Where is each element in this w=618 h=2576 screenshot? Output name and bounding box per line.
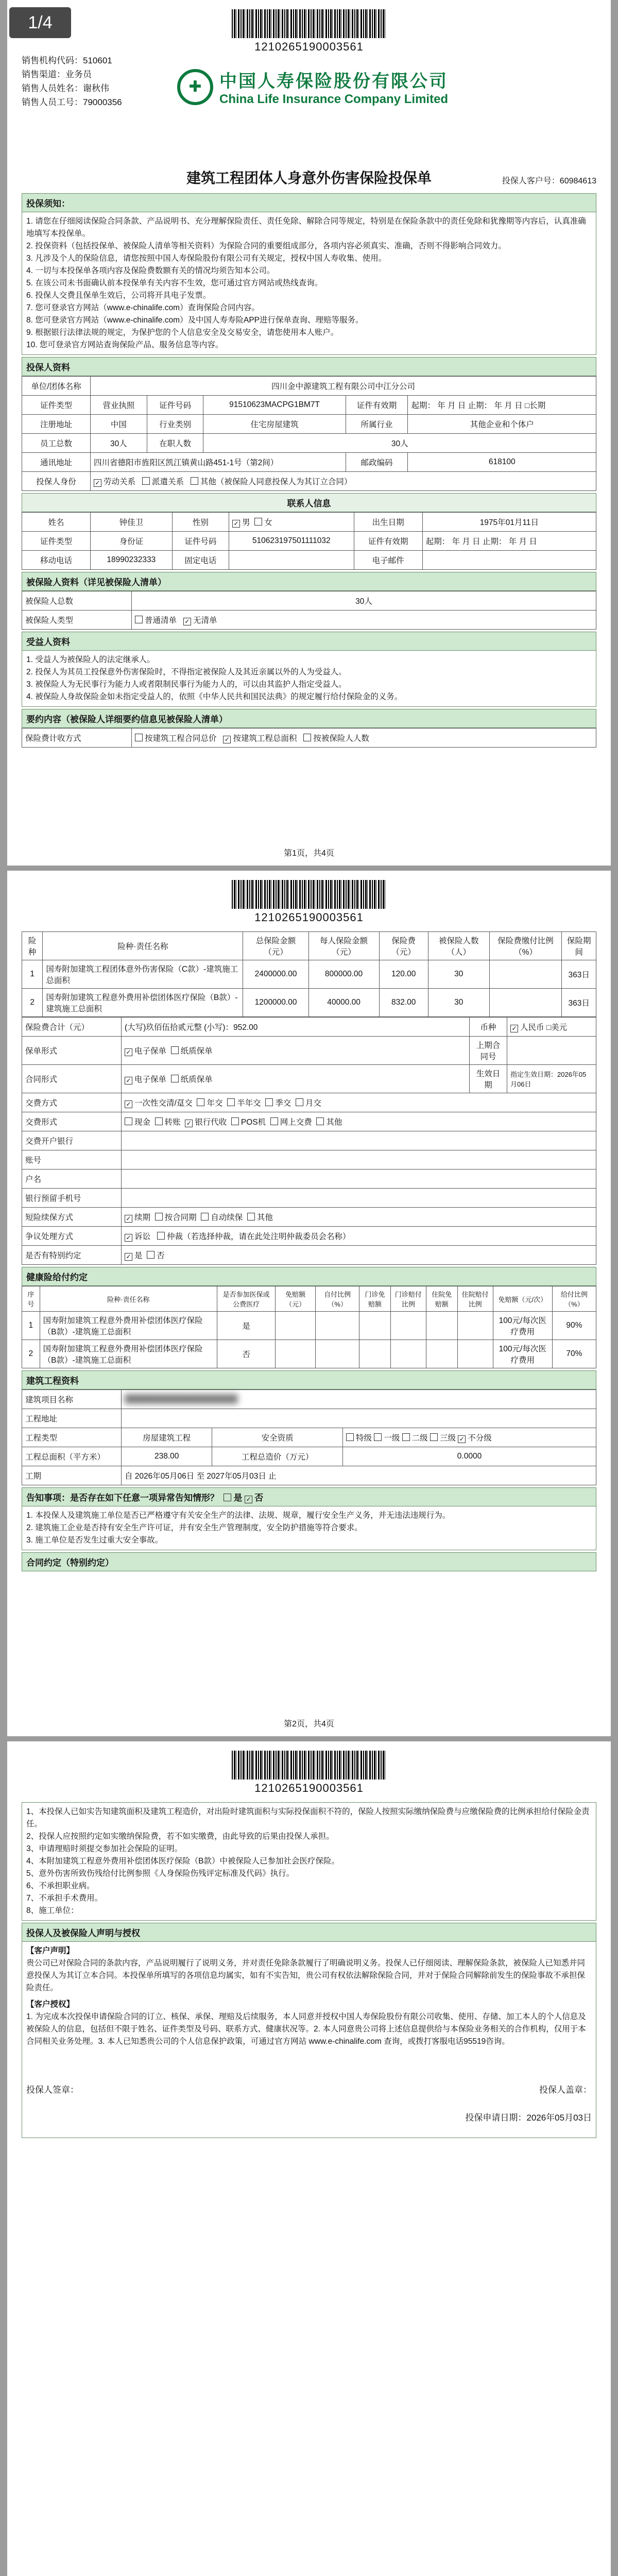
auth-heading: 投保人及被保险人声明与授权: [22, 1923, 596, 1942]
insured-table: [22, 591, 596, 630]
special-label: 是否有特别约定: [22, 1246, 122, 1265]
table-cell: 363日: [562, 989, 596, 1017]
checkbox-checked[interactable]: ✓: [94, 479, 101, 487]
barcode: [232, 1751, 386, 1795]
contact-table: [22, 512, 596, 570]
birth-label: 出生日期: [354, 513, 422, 532]
id-no-label: 证件号码: [147, 396, 203, 415]
table-cell: [359, 1312, 391, 1340]
checkbox[interactable]: [157, 1232, 165, 1240]
clause-line: 1、本投保人已如实告知建筑面积及建筑工程造价，对出险时建筑面积与实际投保面积不符的，保险人按照实际缴纳保险费与应缴保险费的比例承担给付保险金责任。: [26, 1807, 590, 1828]
contact-id: 身份证: [91, 532, 173, 551]
table-header: 给付比例（%）: [552, 1286, 596, 1312]
period: 自 2026年05月06日 至 2027年05月03日 止: [122, 1466, 596, 1485]
table-header: 免赔额（元/次）: [493, 1286, 552, 1312]
checkbox-checked[interactable]: ✓: [125, 1100, 132, 1108]
checkbox-checked[interactable]: ✓: [232, 520, 240, 528]
checkbox-checked[interactable]: ✓: [510, 1025, 518, 1032]
table-header: 保险费（元）: [379, 932, 428, 960]
renew-opt-2: 按合同期: [164, 1213, 197, 1222]
table-cell: 800000.00: [308, 960, 379, 989]
checkbox[interactable]: [155, 1117, 163, 1125]
table-header: 门诊免赔额: [359, 1286, 391, 1312]
zip-label: 邮政编码: [346, 453, 408, 472]
checkbox[interactable]: [171, 1046, 179, 1054]
renew-opt-4: 其他: [256, 1213, 273, 1222]
plan-opt-1: 按建筑工程合同总价: [145, 734, 217, 743]
clause-line: 7、不承担手术费用。: [26, 1894, 103, 1903]
area: 238.00: [122, 1447, 212, 1466]
beneficiary-heading: 受益人资料: [22, 632, 596, 651]
tell-head-text: 告知事项：是否存在如下任意一项异常告知情形？: [26, 1493, 219, 1503]
page-number: 第1页，共4页: [284, 849, 334, 858]
checkbox-checked[interactable]: ✓: [125, 1077, 132, 1084]
auth-sub1: 【客户声明】: [26, 1946, 75, 1955]
checkbox[interactable]: [231, 1117, 239, 1125]
table-cell: 30: [428, 960, 489, 989]
industry-label: 行业类别: [147, 415, 203, 434]
table-header: 自付比例（%）: [316, 1286, 359, 1312]
contact-id-label: 证件类型: [22, 532, 91, 551]
table-cell: 70%: [552, 1340, 596, 1368]
checkbox-checked[interactable]: ✓: [458, 1435, 466, 1443]
checkbox[interactable]: [374, 1433, 382, 1441]
table-cell: 30: [428, 989, 489, 1017]
email-label: 电子邮件: [354, 551, 422, 570]
notice-line: 10. 您可登录官方网站查询保险产品、服务信息等内容。: [26, 341, 224, 349]
nature-opt-2: 派遣关系: [151, 478, 184, 486]
policy-terms-table: 保险费合计（元） (大写)玖佰伍拾贰元整 (小写)：952.00 币种 ✓ 人民币 □美元 保单形式 ✓ 电子保单 纸质保单 上期合同号 合同形式 ✓ 电子保单 纸质保单 生效日期 指定生效日期：2026年05月06日 交费方式 ✓ 一次性交清/趸交 年交 半年交 季交 月交 交费形式 现金 转账 ✓ 银行代收 POS机 网上交费 其他 交费开户银行 账号 户名 银行预留手机号 短险续保方式 ✓ 续期 按合同期 自动续保 其他 争议处理方式 ✓ 诉讼 仲裁（若选择仲裁，请在此处注明仲裁委员会名称） 是否有特别约定 ✓ 是 否: [22, 1017, 596, 1265]
checkbox[interactable]: [402, 1433, 410, 1441]
table-cell: [316, 1340, 359, 1368]
checkbox[interactable]: [270, 1117, 278, 1125]
renew-opt-1: 续期: [134, 1213, 151, 1222]
method-opt-1: 现金: [134, 1118, 151, 1127]
pay-opt-2: 年交: [207, 1099, 223, 1108]
table-cell: [457, 1340, 493, 1368]
table-cell: [426, 1312, 457, 1340]
renew-label: 短险续保方式: [22, 1208, 122, 1227]
barcode-icon: [232, 9, 386, 38]
table-header: 险种·责任名称: [40, 1286, 217, 1312]
tell-line: 1. 本投保人及建筑施工单位是否已严格遵守有关安全生产的法律、法规、规章，履行安全生产义务，并无违法违规行为。: [26, 1511, 451, 1520]
meta-line: 销售机构代码：510601: [22, 56, 112, 65]
table-cell: 国寿附加建筑工程意外费用补偿团体医疗保险（B款）-建筑施工总面积: [40, 1312, 217, 1340]
contract-label: 合同形式: [22, 1065, 122, 1093]
bank-label: 交费开户银行: [22, 1131, 122, 1150]
table-cell: 2: [22, 1340, 40, 1368]
checkbox[interactable]: [155, 1213, 163, 1221]
notice-line: 1. 请您在仔细阅读保险合同条款、产品说明书、充分理解保险责任、责任免除、解除合同等规定，特别是在保险条款中的责任免除和犹豫期等内容后，认真准确地填写本投保单。: [26, 217, 586, 238]
validity-label: 证件有效期: [346, 396, 408, 415]
insured-type-1: 普通清单: [145, 616, 177, 625]
in-service-label: 在职人数: [147, 434, 203, 453]
checkbox[interactable]: [346, 1433, 354, 1441]
in-service: 30人: [203, 434, 596, 453]
checkbox-checked[interactable]: ✓: [125, 1234, 132, 1242]
table-cell: 2: [22, 989, 43, 1017]
pay-opt-5: 月交: [305, 1099, 321, 1108]
table-cell: [390, 1340, 426, 1368]
table-cell: 100元/每次医疗费用: [493, 1312, 552, 1340]
tell-line: 2. 建筑施工企业是否持有安全生产许可证，并有安全生产管理制度，安全防护措施等符合要求。: [26, 1523, 363, 1532]
contact-heading: 联系人信息: [22, 493, 596, 512]
pay-label: 交费方式: [22, 1093, 122, 1112]
checkbox-checked[interactable]: ✓: [185, 1120, 193, 1127]
policyholder-heading: 投保人资料: [22, 357, 596, 376]
nature-opt-3: 其他（被保险人同意投保人为其订立合同）: [200, 478, 352, 486]
project-addr-label: 工程地址: [22, 1409, 122, 1428]
form-opt-1: 电子保单: [134, 1047, 167, 1056]
address-label: 通讯地址: [22, 453, 91, 472]
table-cell: 国寿附加建筑工程团体意外伤害保险（C款）-建筑施工总面积: [43, 960, 243, 989]
plan-table: [22, 931, 596, 1017]
checkbox[interactable]: [142, 477, 150, 485]
period-label: 工期: [22, 1466, 122, 1485]
table-cell: 1200000.00: [243, 989, 308, 1017]
id-no: 91510623MACPG1BM7T: [203, 396, 346, 415]
method-opt-6: 其他: [326, 1118, 342, 1127]
table-cell: 90%: [552, 1312, 596, 1340]
method-opt-2: 转账: [164, 1118, 181, 1127]
notice-line: 3. 凡涉及个人的保险信息，请您按照中国人寿保险股份有限公司有关规定，授权中国人寿收集、使用。: [26, 254, 387, 263]
page-indicator: 1/4: [9, 7, 71, 38]
pay-opt-1: 一次性交清/趸交: [134, 1099, 193, 1108]
nature-opt-1: 劳动关系: [104, 478, 136, 486]
table-header: 住院赔付比例: [457, 1286, 493, 1312]
form-label: 保单形式: [22, 1037, 122, 1065]
contract-opt-2: 纸质保单: [180, 1075, 213, 1084]
id-type: 营业执照: [91, 396, 147, 415]
method-opt-5: 网上交费: [280, 1118, 312, 1127]
insured-type-label: 被保险人类型: [22, 611, 132, 630]
checkbox-checked[interactable]: ✓: [245, 1496, 252, 1503]
table-cell: [316, 1312, 359, 1340]
mobile-label: 移动电话: [22, 551, 91, 570]
table-cell: 100元/每次医疗费用: [493, 1340, 552, 1368]
tell-line: 3. 施工单位是否发生过重大安全事故。: [26, 1536, 163, 1545]
clause-line: 6、不承担职业病。: [26, 1882, 95, 1890]
staff-label: 员工总数: [22, 434, 91, 453]
checkbox[interactable]: [265, 1098, 273, 1106]
table-header: 住院免赔额: [426, 1286, 457, 1312]
pay-opt-4: 季交: [275, 1099, 291, 1108]
pay-opt-3: 半年交: [237, 1099, 261, 1108]
contact-validity: 起期： 年 月 日 止期： 年 月 日: [422, 532, 596, 551]
effective-label: 生效日期: [470, 1065, 507, 1093]
dispute-options[interactable]: [122, 1227, 596, 1246]
checkbox[interactable]: [125, 1117, 132, 1125]
address: 四川省德阳市旌阳区凯江镇黄山路451-1号（第2间）: [91, 453, 346, 472]
tell-items: [22, 1506, 596, 1550]
special-clauses: [22, 1802, 596, 1921]
signature-field[interactable]: 投保人签章：: [26, 2085, 79, 2095]
total: (大写)玖佰伍拾贰元整 (小写)：952.00: [122, 1018, 470, 1037]
checkbox[interactable]: [303, 734, 311, 741]
method-label: 交费形式: [22, 1112, 122, 1131]
meta-line: 销售渠道：业务员: [22, 70, 92, 79]
beneficiary-line: 1. 受益人为被保险人的法定继承人。: [26, 655, 155, 664]
checkbox[interactable]: [430, 1433, 438, 1441]
contract-heading: 合同约定（特别约定）: [22, 1552, 596, 1571]
page-number: 第2页，共4页: [284, 1720, 334, 1728]
tell-heading: 告知事项：是否存在如下任意一项异常告知情形？ 是 ✓ 否: [22, 1487, 596, 1506]
table-cell: 国寿附加建筑工程意外费用补偿团体医疗保险（B款）-建筑施工总面积: [43, 989, 243, 1017]
checkbox[interactable]: [247, 1213, 255, 1221]
reserved-phone-label: 银行预留手机号: [22, 1189, 122, 1208]
table-cell: [489, 989, 562, 1017]
insured-heading: 被保险人资料（详见被保险人清单）: [22, 572, 596, 591]
seal-field[interactable]: 投保人盖章：: [539, 2085, 592, 2095]
checkbox[interactable]: [316, 1117, 324, 1125]
contract-options[interactable]: [122, 1065, 470, 1093]
checkbox[interactable]: [135, 734, 143, 741]
beneficiary-line: 3. 被保险人为无民事行为能力人或者限制民事行为能力人的，可以由其监护人指定受益人。: [26, 680, 347, 689]
page-title: 建筑工程团体人身意外伤害保险投保单: [186, 170, 432, 186]
form-options[interactable]: [122, 1037, 470, 1065]
notice-line: 8. 您可登录官方网站（www.e-chinalife.com）及中国人寿寿险APP进行保单查询、理赔等服务。: [26, 316, 364, 325]
checkbox-checked[interactable]: ✓: [125, 1253, 132, 1261]
checkbox[interactable]: [227, 1098, 235, 1106]
mobile: 18990232333: [91, 551, 173, 570]
notice-line: 4. 一切与本投保单各项内容及保险费数额有关的情况均须告知本公司。: [26, 266, 275, 275]
gender-value: 男: [242, 518, 250, 527]
currency-label: 币种: [470, 1018, 507, 1037]
fixed-phone-label: 固定电话: [172, 551, 229, 570]
checkbox[interactable]: [191, 477, 198, 485]
category: 其他企业和个体户: [408, 415, 596, 434]
document-page-2: [7, 871, 611, 1736]
validity: 起期： 年 月 日 止期： 年 月 日 □长期: [408, 396, 596, 415]
health-table: [22, 1286, 596, 1368]
gender-label: 性别: [172, 513, 229, 532]
method-opt-3: 银行代收: [195, 1118, 227, 1127]
renew-options[interactable]: [122, 1208, 596, 1227]
table-row: [22, 1340, 596, 1368]
health-heading: 健康险给付约定: [22, 1267, 596, 1286]
table-header: 是否参加医保或公费医疗: [217, 1286, 276, 1312]
pay-options[interactable]: [122, 1093, 596, 1112]
auth-text1: 贵公司已对保险合同的条款内容，产品说明履行了说明义务，并对责任免除条款履行了明确说明义务。投保人已仔细阅读、理解保险条款，被保险人已知悉并同意投保人为其订立本合同。本投保单所填写的各项信息均属实，如有不实告知，贵公司有权依法解除保险合同，并对于保险合同解除前发生的保险事故不承担保险责任。: [26, 1959, 586, 1992]
china-life-logo-icon: ✚: [177, 69, 213, 105]
table-header: 每人保险金额（元）: [308, 932, 379, 960]
reg-addr: 中国: [91, 415, 147, 434]
notice-line: 5. 在该公司未书面确认前本投保单有关内容不生效，您可通过官方网站或热线查询。: [26, 279, 323, 287]
project-table: 建筑项目名称 ████████████████████ 工程地址 工程类型 房屋建筑工程 安全资质 特级 一级 二级 三级 ✓ 不分级 工程总面积（平方米） 238.00 工程总造价（万元） 0.0000 工期 自 2026年05月06日 至 2027年05月03日 止: [22, 1389, 596, 1485]
total-label: 保险费合计（元）: [22, 1018, 122, 1037]
checkbox[interactable]: [201, 1213, 209, 1221]
document-page-1: [7, 0, 611, 866]
notice-heading: 投保须知：: [22, 193, 596, 212]
contact-validity-label: 证件有效期: [354, 532, 422, 551]
staff: 30人: [91, 434, 147, 453]
table-header: 险种: [22, 932, 43, 960]
insured-type[interactable]: [132, 611, 596, 630]
document-page-3: [7, 1741, 611, 2576]
table-header: 序号: [22, 1286, 40, 1312]
table-header: 被保险人数（人）: [428, 932, 489, 960]
table-header: 免赔额（元）: [276, 1286, 316, 1312]
account-name-label: 户名: [22, 1170, 122, 1189]
checkbox[interactable]: [224, 1494, 231, 1501]
gender[interactable]: ✓ 男 女: [229, 513, 354, 532]
table-cell: [276, 1340, 316, 1368]
plan-heading: 要约内容（被保险人详细要约信息见被保险人清单）: [22, 709, 596, 728]
table-cell: 1: [22, 960, 43, 989]
unit-name-label: 单位/团体名称: [22, 377, 91, 396]
plan-method-table: [22, 728, 596, 748]
contact-idno: 510623197501111032: [229, 532, 354, 551]
company-name-cn: 中国人寿保险股份有限公司: [219, 72, 448, 91]
project-name-label: 建筑项目名称: [22, 1390, 122, 1409]
auth-section: [22, 1942, 596, 2138]
notice-line: 2. 投保资料（包括投保单、被保险人清单等相关资料）为保险合同的重要组成部分，各项内容必须真实、准确，否则不得影响合同效力。: [26, 242, 506, 250]
table-cell: 363日: [562, 960, 596, 989]
table-cell: 2400000.00: [243, 960, 308, 989]
apply-date: 投保申请日期：2026年05月03日: [465, 2113, 592, 2123]
table-cell: 120.00: [379, 960, 428, 989]
clause-line: 4、本附加建筑工程意外费用补偿团体医疗保险（B款）中被保险人已参加社会医疗保险。: [26, 1857, 339, 1866]
cost-label: 工程总造价（万元）: [212, 1447, 343, 1466]
barcode: [232, 9, 386, 54]
contract-opt-1: 电子保单: [134, 1075, 167, 1084]
project-type: 房屋建筑工程: [122, 1428, 212, 1447]
prior-contract-label: 上期合同号: [470, 1037, 507, 1065]
table-row: [22, 989, 596, 1017]
clause-line: 8、施工单位：: [26, 1906, 79, 1915]
renew-opt-3: 自动续保: [211, 1213, 243, 1222]
insured-total-label: 被保险人总数: [22, 591, 132, 611]
barcode-number: 1210265190003561: [254, 911, 364, 924]
account-label: 账号: [22, 1150, 122, 1170]
table-cell: [276, 1312, 316, 1340]
meta-line: 销售人员工号：79000356: [22, 97, 122, 107]
reg-addr-label: 注册地址: [22, 415, 91, 434]
dispute-opt-2: 仲裁（若选择仲裁，请在此处注明仲裁委员会名称）: [166, 1232, 351, 1241]
project-level-label: 安全资质: [212, 1428, 343, 1447]
clause-line: 5、意外伤害所致伤残给付比例参照《人身保险伤残评定标准及代码》执行。: [26, 1869, 295, 1878]
checkbox[interactable]: [135, 616, 143, 623]
unit-name: 四川金中源建筑工程有限公司中江分公司: [91, 377, 596, 396]
project-heading: 建筑工程资料: [22, 1370, 596, 1389]
dispute-label: 争议处理方式: [22, 1227, 122, 1246]
table-cell: [489, 960, 562, 989]
checkbox[interactable]: [147, 1251, 154, 1259]
checkbox[interactable]: [254, 518, 262, 526]
plan-opt-3: 按被保险人人数: [313, 734, 369, 743]
checkbox-checked[interactable]: ✓: [183, 618, 191, 625]
method-options[interactable]: [122, 1112, 596, 1131]
auth-text2: 1. 为完成本次投保申请保险合同的订立、核保、承保、理赔及后续服务，本人同意并授权中国人寿保险股份有限公司收集、使用、存储、加工本人的个人信息及被保险人的信息，包括但不限于姓名、证件类型及号码、联系方式、健康状况等。2. 本人同意贵公司将上述信息提供给与本保险业务相关的合作机构，仅用于本合同相关业务处理。3. 本人已知悉贵公司的个人信息保护政策，可通过官方网站 www.e-chinalife.com 查询，或拨打客服电话95519咨询。: [26, 2012, 586, 2046]
dispute-opt-1: 诉讼: [134, 1232, 151, 1241]
table-header: 总保险金额（元）: [243, 932, 308, 960]
zip: 618100: [408, 453, 596, 472]
cost: 0.0000: [343, 1447, 596, 1466]
effective: 指定生效日期：2026年05月06日: [507, 1065, 596, 1093]
table-cell: 1: [22, 1312, 40, 1340]
form-opt-2: 纸质保单: [180, 1047, 213, 1056]
checkbox-checked[interactable]: ✓: [125, 1048, 132, 1056]
barcode-icon: [232, 1751, 386, 1780]
notice-line: 6. 投保人交费且保单生效后，公司将开具电子发票。: [26, 291, 211, 300]
barcode-icon: [232, 880, 386, 909]
checkbox-checked[interactable]: ✓: [223, 736, 231, 743]
table-header: 保险期间: [562, 932, 596, 960]
table-cell: 832.00: [379, 989, 428, 1017]
table-cell: 是: [217, 1312, 276, 1340]
barcode-number: 1210265190003561: [254, 40, 364, 53]
checkbox-checked[interactable]: ✓: [125, 1215, 132, 1223]
barcode-number: 1210265190003561: [254, 1782, 364, 1794]
table-header: 险种·责任名称: [43, 932, 243, 960]
insured-type-2: 无清单: [193, 616, 217, 625]
clause-line: 2、投保人应按照约定如实缴纳保险费，若不如实缴费，由此导致的后果由投保人承担。: [26, 1832, 334, 1841]
plan-opt-2: 按建筑工程总面积: [233, 734, 297, 743]
customer-number: 投保人客户号：60984613: [502, 177, 596, 185]
nature-options[interactable]: [91, 472, 596, 491]
auth-sub2: 【客户授权】: [26, 2000, 75, 2009]
table-cell: [426, 1340, 457, 1368]
company-logo: [177, 67, 448, 107]
plan-options[interactable]: [132, 728, 596, 748]
checkbox[interactable]: [171, 1075, 179, 1082]
table-cell: 否: [217, 1340, 276, 1368]
checkbox[interactable]: [197, 1098, 204, 1106]
company-name-en: China Life Insurance Company Limited: [219, 92, 449, 106]
table-cell: [359, 1340, 391, 1368]
table-header: 门诊赔付比例: [390, 1286, 426, 1312]
plan-label: 保险费计收方式: [22, 728, 132, 748]
table-cell: 国寿附加建筑工程意外费用补偿团体医疗保险（B款）-建筑施工总面积: [40, 1340, 217, 1368]
beneficiary-text: [22, 651, 596, 707]
birth: 1975年01月11日: [422, 513, 596, 532]
project-type-label: 工程类型: [22, 1428, 122, 1447]
clause-line: 3、申请理赔时须提交参加社会保险的证明。: [26, 1844, 183, 1853]
table-row: [22, 960, 596, 989]
id-type-label: 证件类型: [22, 396, 91, 415]
table-cell: [390, 1312, 426, 1340]
table-header: 保险费缴付比例（%）: [489, 932, 562, 960]
table-cell: [457, 1312, 493, 1340]
currency[interactable]: [507, 1018, 596, 1037]
contact-name: 钟佳卫: [91, 513, 173, 532]
category-label: 所属行业: [346, 415, 408, 434]
policyholder-table: [22, 376, 596, 491]
meta-line: 销售人员姓名：谢秋伟: [22, 83, 109, 93]
method-opt-4: POS机: [241, 1118, 266, 1127]
beneficiary-line: 4. 被保险人身故保险金如未指定受益人的，依照《中华人民共和国民法典》的规定履行给付保险金的义务。: [26, 692, 403, 701]
contact-name-label: 姓名: [22, 513, 91, 532]
insured-total: 30人: [132, 591, 596, 611]
nature-label: 投保人身份: [22, 472, 91, 491]
notice-line: 9. 根据银行法律法规的规定，为保护您的个人信息安全及交易安全，请您使用本人账户。: [26, 328, 339, 337]
beneficiary-line: 2. 投保人为其员工投保意外伤害保险时，不得指定被保险人及其近亲属以外的人为受益人。: [26, 668, 347, 676]
area-label: 工程总面积（平方米）: [22, 1447, 122, 1466]
checkbox[interactable]: [296, 1098, 303, 1106]
table-row: [22, 1312, 596, 1340]
barcode: [232, 880, 386, 924]
notice-text: [22, 212, 596, 355]
currency-value: 人民币 □美元: [520, 1023, 568, 1032]
notice-line: 7. 您可登录官方网站（www.e-chinalife.com）查询保险合同内容。: [26, 303, 260, 312]
table-cell: 40000.00: [308, 989, 379, 1017]
contact-idno-label: 证件号码: [172, 532, 229, 551]
industry: 住宅房屋建筑: [203, 415, 346, 434]
